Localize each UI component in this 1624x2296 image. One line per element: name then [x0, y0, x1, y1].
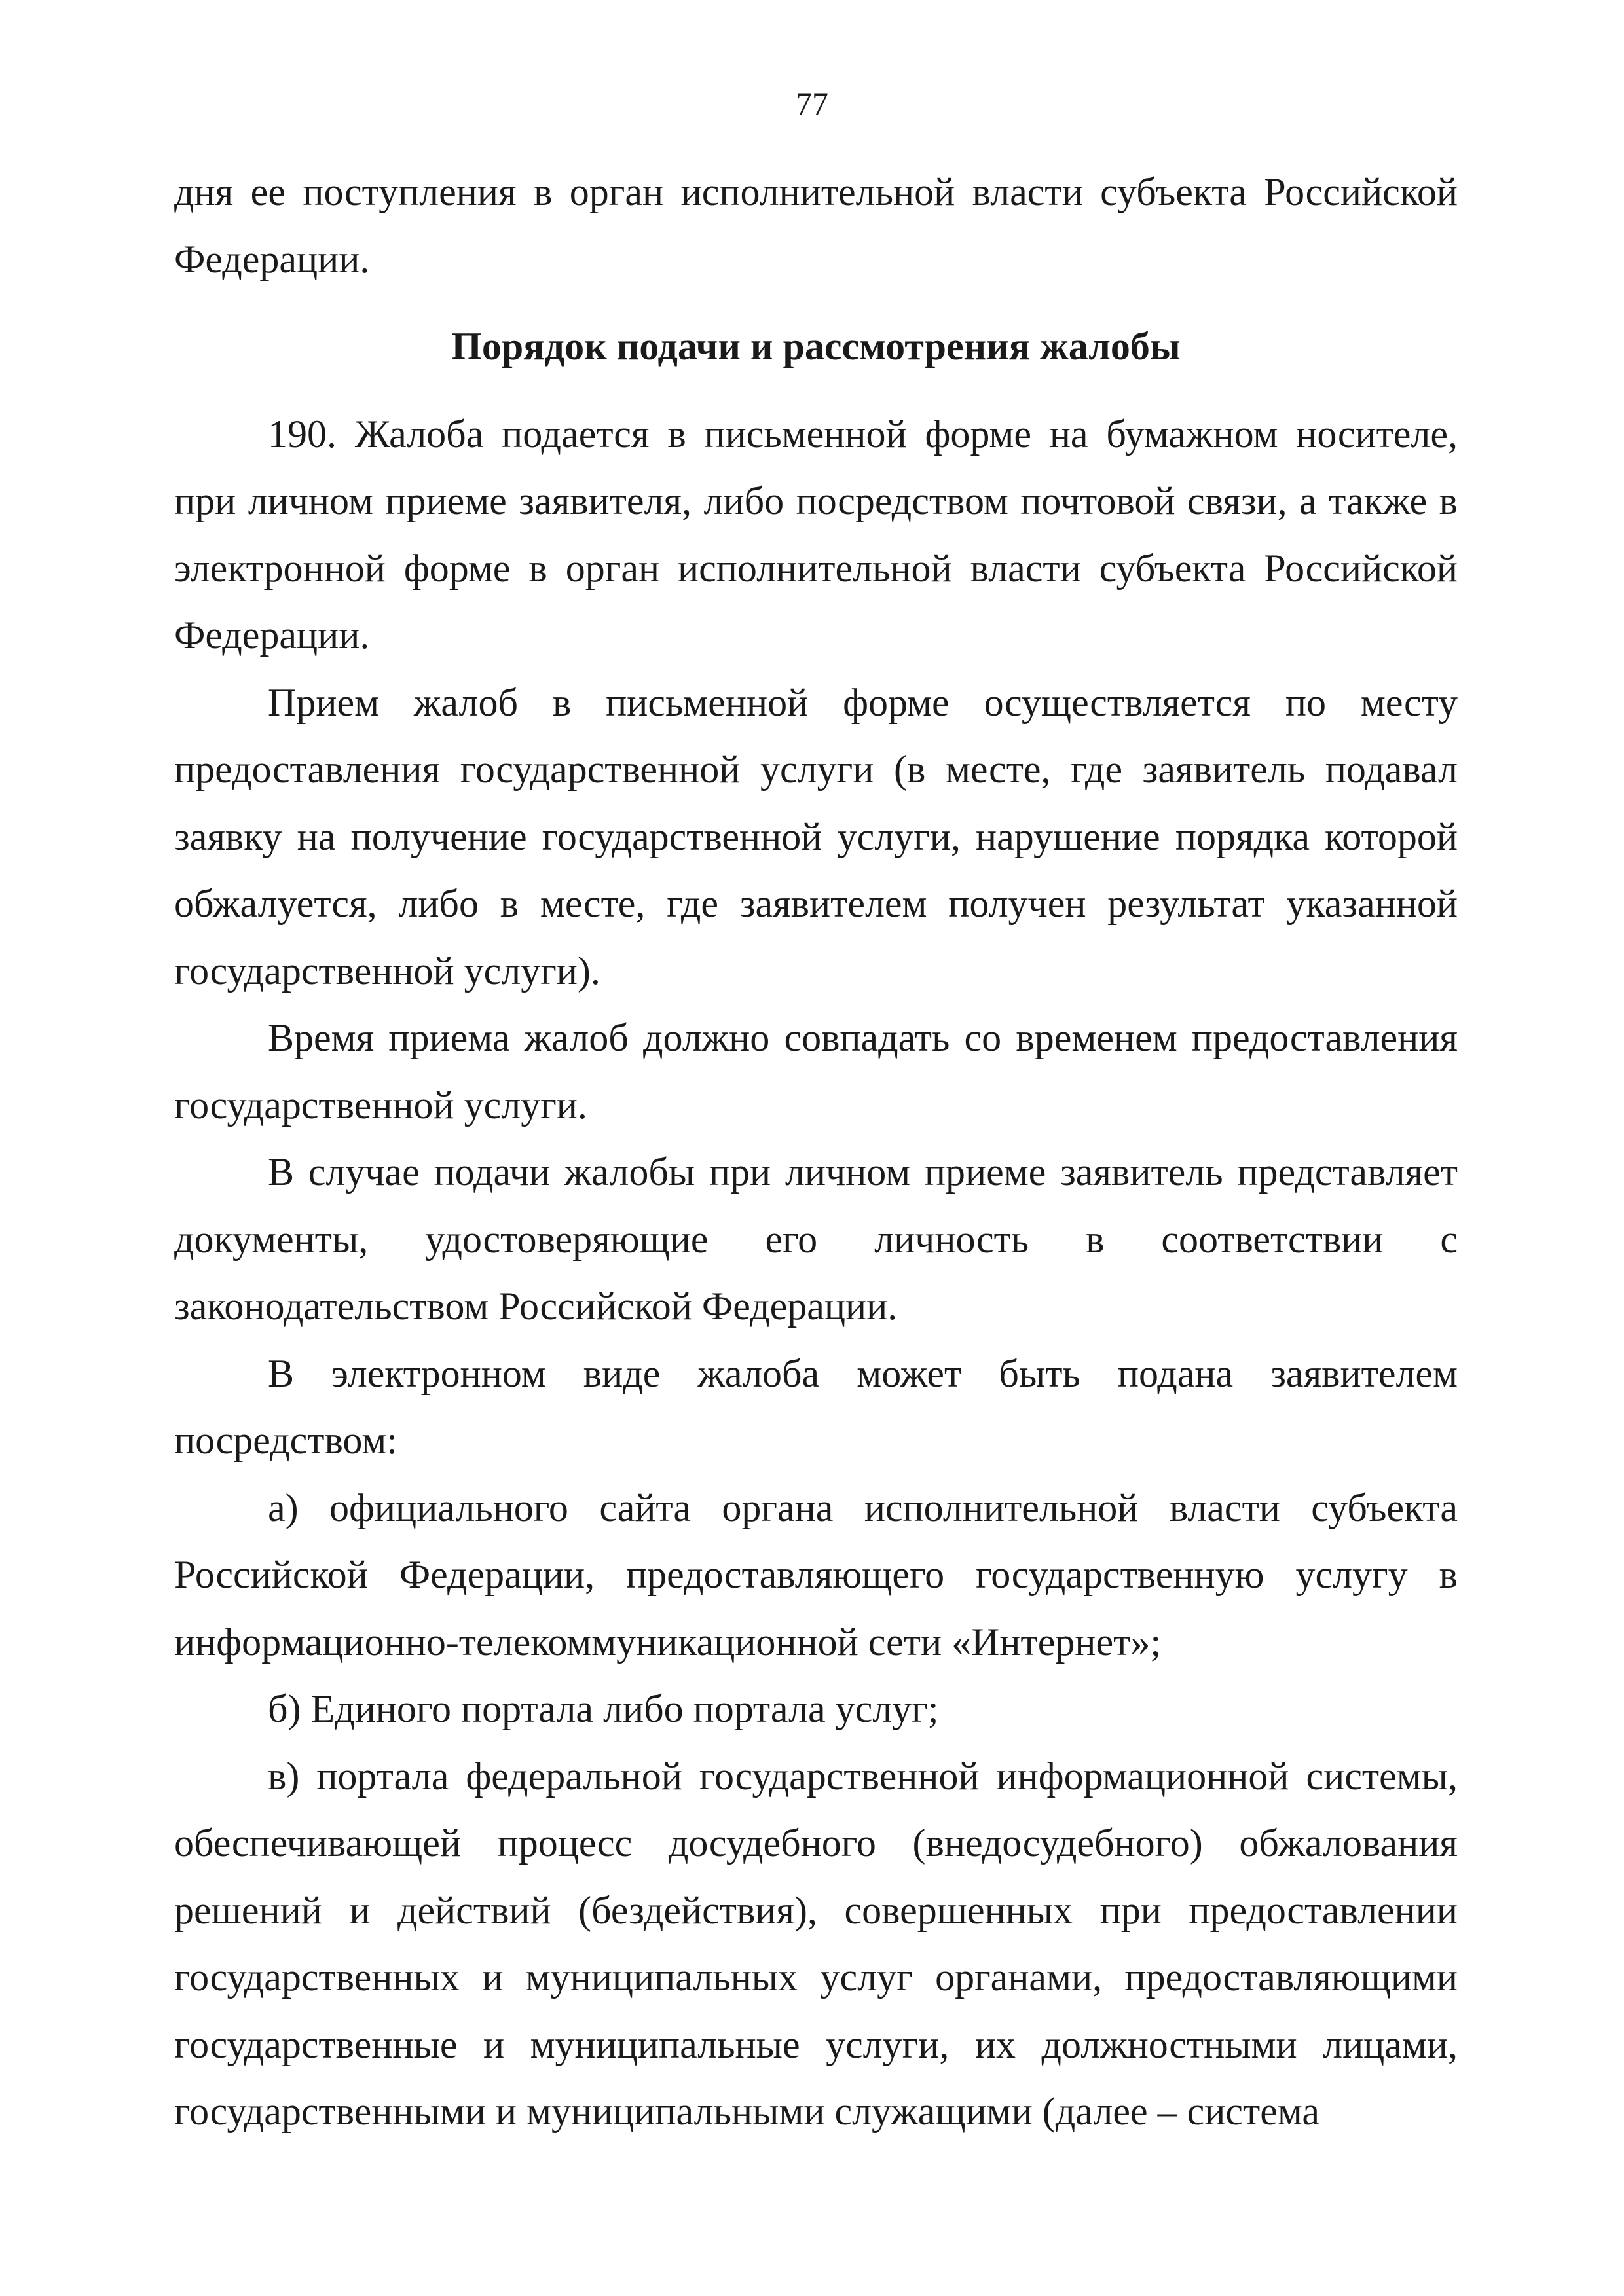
list-item-a: а) официального сайта органа исполнительной власти субъекта Российской Федерации, предоставляющего государственную услугу в информационно-телекоммуникационной сети «Интернет»; — [174, 1485, 1458, 1664]
list-item-b: б) Единого портала либо портала услуг; — [268, 1687, 939, 1730]
list-item-v: в) портала федеральной государственной информационной системы, обеспечивающей процесс досудебного (внедосудебного) обжалования решений и действий (бездействия), совершенных при предоставлении государственных и муниципальных услуг органами, предоставляющими государственные и муниципальные услуги, их должностными лицами, государственными и муниципальными служащими (далее – система — [174, 1754, 1458, 2133]
page-number: 77 — [796, 85, 828, 122]
continuation-paragraph: дня ее поступления в орган исполнительной власти субъекта Российской Федерации. — [174, 170, 1458, 281]
paragraph-reception-place: Прием жалоб в письменной форме осуществляется по месту предоставления государственной услуги (в месте, где заявитель подавал заявку на получение государственной услуги, нарушение порядка которой обжалуется, либо в месте, где заявителем получен результат указанной государственной услуги). — [174, 680, 1458, 993]
paragraph-personal-reception: В случае подачи жалобы при личном приеме заявитель представляет документы, удостоверяющие его личность в соответствии с законодательством Российской Федерации. — [174, 1150, 1458, 1328]
paragraph-reception-time: Время приема жалоб должно совпадать со временем предоставления государственной услуги. — [174, 1016, 1458, 1127]
section-heading: Порядок подачи и рассмотрения жалобы — [451, 325, 1181, 368]
paragraph-electronic-submission: В электронном виде жалоба может быть подана заявителем посредством: — [174, 1351, 1458, 1462]
paragraph-190: 190. Жалоба подается в письменной форме на бумажном носителе, при личном приеме заявителя, либо посредством почтовой связи, а также в электронной форме в орган исполнительной власти субъекта Российской Федерации. — [174, 412, 1458, 657]
document-body — [174, 158, 1458, 2145]
